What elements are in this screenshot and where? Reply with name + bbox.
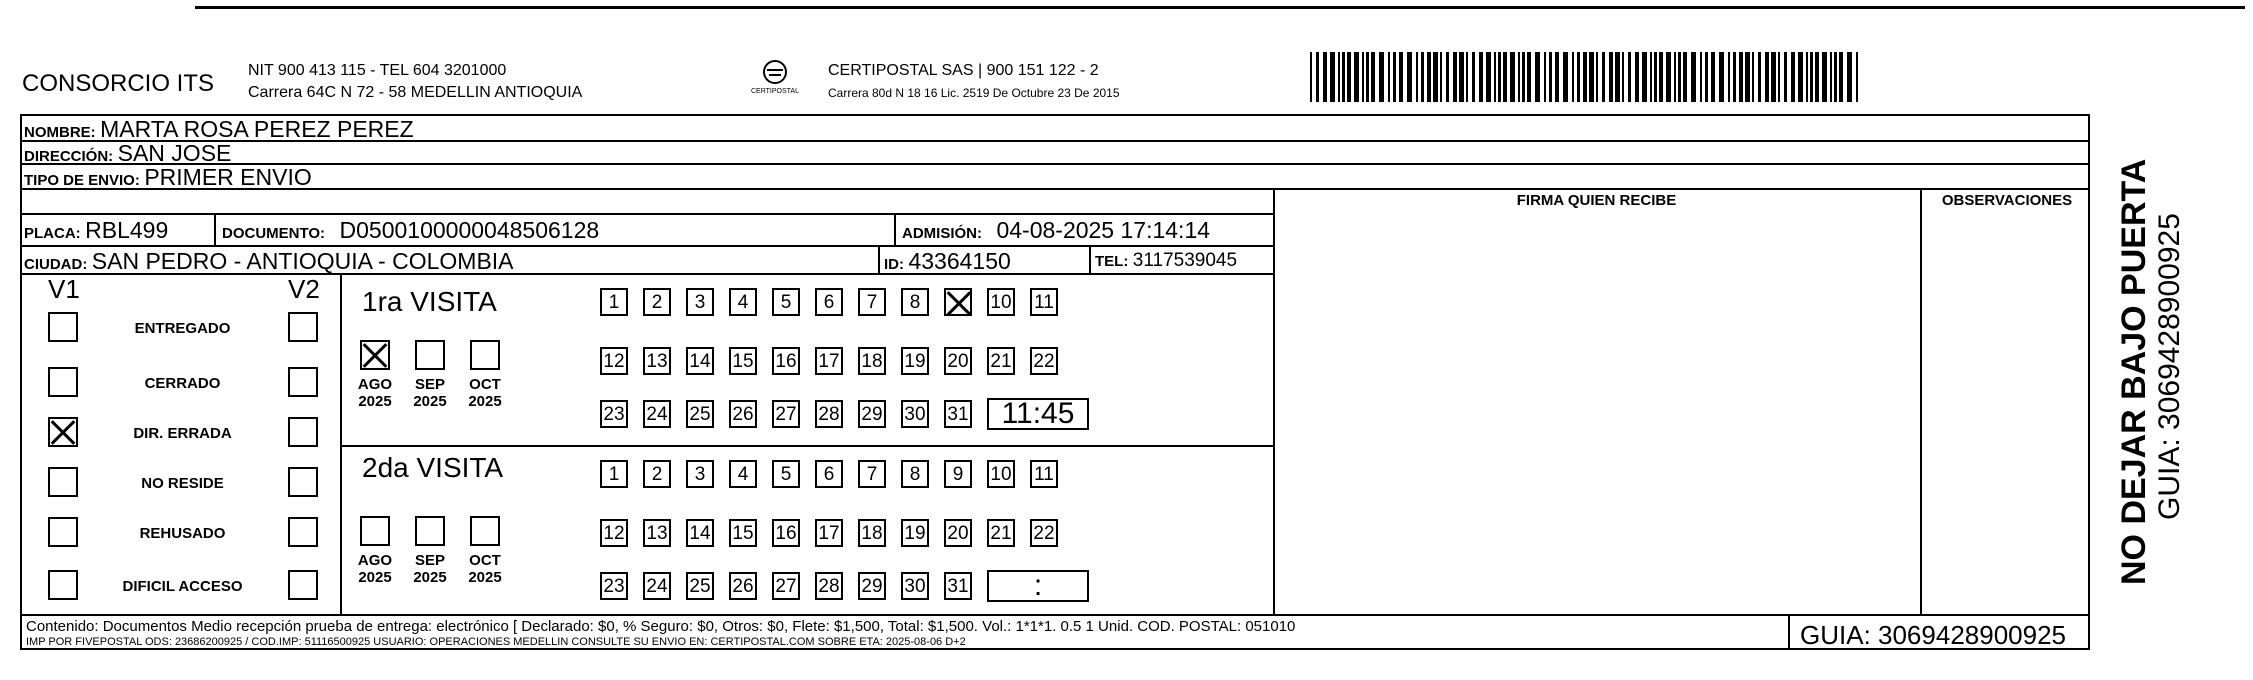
barcode-bar: [1728, 52, 1730, 102]
visit1-day-box[interactable]: 25: [686, 400, 714, 428]
visit1-day-box[interactable]: 17: [815, 347, 843, 375]
barcode-bar: [1784, 52, 1787, 102]
barcode-bar: [1527, 52, 1531, 102]
barcode-bar: [1806, 52, 1808, 102]
barcode-bar: [1316, 52, 1319, 102]
barcode-bar: [1615, 52, 1620, 102]
barcode-bar: [1453, 52, 1457, 102]
visit1-day-box[interactable]: 14: [686, 347, 714, 375]
barcode-bar: [1446, 52, 1449, 102]
rule: [340, 445, 1273, 447]
barcode-bar: [1347, 52, 1351, 102]
v2-status-checkbox[interactable]: [288, 312, 318, 342]
barcode-bar: [1379, 52, 1384, 102]
visit1-day-box[interactable]: 2: [643, 288, 671, 316]
tipo-value: PRIMER ENVIO: [144, 164, 312, 190]
visit1-time-box[interactable]: 11:45: [987, 398, 1089, 430]
barcode-bar: [1659, 52, 1663, 102]
v2-status-checkbox[interactable]: [288, 367, 318, 397]
barcode-bar: [1752, 52, 1754, 102]
barcode-bar: [1427, 52, 1431, 102]
visit2-month-label: AGO 2025: [357, 552, 393, 586]
barcode-bar: [1310, 52, 1312, 102]
barcode-bar: [1719, 52, 1724, 102]
visit2-day-box[interactable]: 31: [944, 572, 972, 600]
barcode-bar: [1522, 52, 1525, 102]
visit1-month-checkbox[interactable]: [360, 340, 390, 370]
visit1-day-box[interactable]: 7: [858, 288, 886, 316]
visit2-month-checkbox[interactable]: [470, 516, 500, 546]
barcode-bar: [1622, 52, 1624, 102]
visit1-day-box[interactable]: 23: [600, 400, 628, 428]
barcode-bar: [1466, 52, 1468, 102]
visit1-day-box[interactable]: 3: [686, 288, 714, 316]
visit2-day-box[interactable]: 11: [1030, 460, 1058, 488]
status-label: NO RESIDE: [141, 475, 224, 492]
visit1-day-box[interactable]: 20: [944, 347, 972, 375]
visit2-day-box[interactable]: 14: [686, 519, 714, 547]
v2-status-checkbox[interactable]: [288, 417, 318, 447]
status-label: ENTREGADO: [134, 320, 231, 337]
visit1-day-box[interactable]: 29: [858, 400, 886, 428]
visit2-day-box[interactable]: 1: [600, 460, 628, 488]
visit1-day-box[interactable]: 13: [643, 347, 671, 375]
barcode-bar: [1691, 52, 1696, 102]
visit2-day-box[interactable]: 24: [643, 572, 671, 600]
barcode-bar: [1498, 52, 1501, 102]
barcode-bar: [1847, 52, 1852, 102]
visit2-time-box[interactable]: :: [987, 570, 1089, 602]
logo-text: CERTIPOSTAL: [751, 88, 799, 95]
rule: [20, 614, 2090, 616]
visit2-title: 2da VISITA: [362, 452, 504, 483]
visit2-day-box[interactable]: 30: [901, 572, 929, 600]
visit2-day-box[interactable]: 25: [686, 572, 714, 600]
visit1-day-box[interactable]: 19: [901, 347, 929, 375]
footer-guia: GUIA: 3069428900925: [1800, 620, 2066, 650]
visit1-day-box[interactable]: 8: [901, 288, 929, 316]
visit1-day-box[interactable]: 21: [987, 347, 1015, 375]
barcode-bar: [1635, 52, 1639, 102]
visit1-day-box[interactable]: 1: [600, 288, 628, 316]
ciudad-label: CIUDAD:: [24, 256, 88, 273]
nit-line: NIT 900 413 115 - TEL 604 3201000: [248, 62, 507, 79]
id-row: [884, 248, 1011, 275]
v1-label: V1: [48, 274, 80, 304]
visit1-month-checkbox[interactable]: [470, 340, 500, 370]
visit2-day-box[interactable]: 10: [987, 460, 1015, 488]
barcode-bar: [1830, 52, 1832, 102]
barcode-bar: [1791, 52, 1795, 102]
id-value: 43364150: [908, 248, 1011, 274]
barcode-bar: [1572, 52, 1574, 102]
barcode-bar: [1393, 52, 1396, 102]
barcode-bar: [1362, 52, 1364, 102]
placa-value: RBL499: [85, 217, 169, 243]
v1-status-checkbox[interactable]: [48, 312, 78, 342]
placa-row: [24, 217, 168, 244]
barcode-bar: [1765, 52, 1769, 102]
divider: [214, 213, 216, 245]
visit1-month-label: AGO 2025: [357, 376, 393, 410]
barcode-bar: [1683, 52, 1687, 102]
v1-status-checkbox[interactable]: [48, 367, 78, 397]
barcode-bar: [1577, 52, 1580, 102]
barcode-bar: [1771, 52, 1776, 102]
divider: [1920, 188, 1922, 614]
admision-row: [902, 217, 1210, 244]
visit1-day-box[interactable]: 27: [772, 400, 800, 428]
rule: [20, 245, 1273, 247]
visit2-day-box[interactable]: 17: [815, 519, 843, 547]
visit1-month-label: SEP 2025: [413, 376, 447, 410]
documento-label: DOCUMENTO:: [222, 225, 326, 242]
divider: [878, 245, 880, 273]
barcode-bar: [1856, 52, 1858, 102]
barcode-bar: [1407, 52, 1412, 102]
status-label: DIFICIL ACCESO: [122, 578, 243, 595]
visit1-day-box[interactable]: 31: [944, 400, 972, 428]
v2-label: V2: [288, 274, 320, 304]
barcode-bar: [1815, 52, 1819, 102]
side-warning: NO DEJAR BAJO PUERTA: [2115, 158, 2153, 585]
visit2-day-box[interactable]: 26: [729, 572, 757, 600]
v2-status-checkbox[interactable]: [288, 467, 318, 497]
visit1-day-box[interactable]: 12: [600, 347, 628, 375]
barcode-bar: [1798, 52, 1803, 102]
barcode-bar: [1583, 52, 1587, 102]
barcode-bar: [1518, 52, 1520, 102]
barcode-bar: [1822, 52, 1827, 102]
barcode-bar: [1486, 52, 1491, 102]
visit1-day-box[interactable]: 30: [901, 400, 929, 428]
barcode-bar: [1666, 52, 1671, 102]
visit2-day-box[interactable]: 5: [772, 460, 800, 488]
status-label: CERRADO: [144, 375, 221, 392]
visit1-day-box[interactable]: 15: [729, 347, 757, 375]
barcode-bar: [1338, 52, 1340, 102]
barcode-bar: [1549, 52, 1552, 102]
barcode-bar: [1323, 52, 1327, 102]
v1-status-checkbox[interactable]: [48, 517, 78, 547]
barcode-bar: [1371, 52, 1375, 102]
visit2-day-box[interactable]: 27: [772, 572, 800, 600]
tel-value: 3117539045: [1132, 250, 1238, 271]
barcode-bar: [1421, 52, 1424, 102]
visit2-month-checkbox[interactable]: [415, 516, 445, 546]
direccion-row: [24, 140, 231, 167]
admision-label: ADMISIÓN:: [902, 225, 982, 242]
barcode-bar: [1388, 52, 1390, 102]
side-guia: GUIA: 3069428900925: [2153, 213, 2186, 520]
barcode-bar: [1555, 52, 1559, 102]
barcode-bar: [1433, 52, 1438, 102]
firma-label: FIRMA QUIEN RECIBE: [1516, 192, 1677, 209]
barcode-bar: [1650, 52, 1652, 102]
tipo-label: TIPO DE ENVIO:: [24, 172, 140, 189]
nombre-row: [24, 116, 414, 143]
visit2-month-label: OCT 2025: [468, 552, 502, 586]
visit2-day-box[interactable]: 13: [643, 519, 671, 547]
visit1-day-box[interactable]: 5: [772, 288, 800, 316]
visit2-day-box[interactable]: 21: [987, 519, 1015, 547]
barcode-bar: [1416, 52, 1418, 102]
visit1-day-box[interactable]: 10: [987, 288, 1015, 316]
visit2-day-box[interactable]: 20: [944, 519, 972, 547]
barcode-bar: [1733, 52, 1736, 102]
rule: [20, 188, 2090, 190]
visit2-day-box[interactable]: 9: [944, 460, 972, 488]
barcode-bar: [1342, 52, 1345, 102]
barcode-bar: [1459, 52, 1464, 102]
direccion-label: DIRECCIÓN:: [24, 148, 114, 165]
barcode-bar: [1589, 52, 1594, 102]
tipo-row: [24, 164, 312, 191]
divider: [340, 273, 342, 614]
rule: [20, 213, 1273, 215]
admision-value: 04-08-2025 17:14:14: [996, 217, 1211, 243]
v1-status-checkbox[interactable]: [48, 467, 78, 497]
divider: [894, 213, 896, 245]
barcode-bar: [1834, 52, 1837, 102]
footer-content-line: Contenido: Documentos Medio recepción prueba de entrega: electrónico [ Declarado: $0, % Seguro: $0, Otros: $0, Flete: $1,500, Total: $1,500. Vol.: 1*1*1. 0.5 1 Unid. COD. POSTAL: 051010: [26, 618, 1296, 635]
visit2-day-box[interactable]: 3: [686, 460, 714, 488]
v1-status-checkbox[interactable]: [48, 570, 78, 600]
visit2-day-box[interactable]: 29: [858, 572, 886, 600]
top-rule: [195, 6, 2245, 9]
barcode-bar: [1563, 52, 1568, 102]
observaciones-label: OBSERVACIONES: [1941, 192, 2073, 209]
divider: [1273, 188, 1275, 614]
visit1-day-box[interactable]: 6: [815, 288, 843, 316]
barcode-bar: [1503, 52, 1507, 102]
footer-imp-line: IMP POR FIVEPOSTAL ODS: 23686200925 / COD.IMP: 51116500925 USUARIO: OPERACIONES MEDELLIN CONSULTE SU ENVIO EN: CERTIPOSTAL.COM SOBRE ETA: 2025-08-06 D+2: [26, 636, 966, 648]
visit1-day-box[interactable]: 18: [858, 347, 886, 375]
documento-value: D0500100000048506128: [339, 217, 600, 243]
barcode-bar: [1705, 52, 1708, 102]
visit2-month-checkbox[interactable]: [360, 516, 390, 546]
visit2-day-box[interactable]: 6: [815, 460, 843, 488]
status-label: DIR. ERRADA: [133, 425, 232, 442]
visit1-day-box[interactable]: [944, 288, 972, 316]
visit2-day-box[interactable]: 12: [600, 519, 628, 547]
barcode-bar: [1354, 52, 1359, 102]
divider: [1788, 614, 1790, 650]
barcode-bar: [1778, 52, 1780, 102]
company-name: CONSORCIO ITS: [22, 70, 215, 97]
barcode-bar: [1479, 52, 1483, 102]
visit2-day-box[interactable]: 22: [1030, 519, 1058, 547]
visit2-day-box[interactable]: 28: [815, 572, 843, 600]
barcode-bar: [1654, 52, 1657, 102]
id-label: ID:: [884, 256, 904, 273]
rule: [20, 163, 2090, 165]
documento-row: [222, 217, 599, 244]
barcode-bar: [1810, 52, 1813, 102]
visit2-day-box[interactable]: 18: [858, 519, 886, 547]
barcode-bar: [1628, 52, 1631, 102]
barcode-bar: [1399, 52, 1403, 102]
v2-status-checkbox[interactable]: [288, 517, 318, 547]
barcode-bar: [1739, 52, 1743, 102]
barcode-bar: [1758, 52, 1761, 102]
v2-status-checkbox[interactable]: [288, 570, 318, 600]
barcode-bar: [1440, 52, 1442, 102]
barcode-bar: [1494, 52, 1496, 102]
v1-status-checkbox[interactable]: [48, 417, 78, 447]
visit1-month-label: OCT 2025: [468, 376, 502, 410]
barcode-bar: [1602, 52, 1605, 102]
visit1-day-box[interactable]: 22: [1030, 347, 1058, 375]
carrier-line: CERTIPOSTAL SAS | 900 151 122 - 2: [828, 62, 1099, 79]
visit1-day-box[interactable]: 26: [729, 400, 757, 428]
nombre-value: MARTA ROSA PEREZ PEREZ: [100, 116, 414, 142]
barcode-bar: [1678, 52, 1681, 102]
barcode-bar: [1472, 52, 1475, 102]
visit2-day-box[interactable]: 8: [901, 460, 929, 488]
visit1-day-box[interactable]: 28: [815, 400, 843, 428]
visit1-title: 1ra VISITA: [362, 286, 497, 317]
visit2-day-box[interactable]: 23: [600, 572, 628, 600]
visit1-month-checkbox[interactable]: [415, 340, 445, 370]
barcode-bar: [1711, 52, 1715, 102]
company-address: Carrera 64C N 72 - 58 MEDELLIN ANTIOQUIA: [248, 84, 583, 101]
visit1-day-box[interactable]: 24: [643, 400, 671, 428]
barcode-bar: [1535, 52, 1540, 102]
visit2-month-label: SEP 2025: [413, 552, 447, 586]
visit1-day-box[interactable]: 16: [772, 347, 800, 375]
divider: [1089, 245, 1091, 273]
visit2-day-box[interactable]: 16: [772, 519, 800, 547]
visit1-day-box[interactable]: 11: [1030, 288, 1058, 316]
license-line: Carrera 80d N 18 16 Lic. 2519 De Octubre 23 De 2015: [828, 86, 1120, 100]
barcode-bar: [1700, 52, 1702, 102]
status-label: REHUSADO: [139, 525, 226, 542]
nombre-label: NOMBRE:: [24, 124, 96, 141]
visit2-day-box[interactable]: 2: [643, 460, 671, 488]
barcode-bar: [1839, 52, 1843, 102]
placa-label: PLACA:: [24, 225, 81, 242]
barcode-bar: [1596, 52, 1598, 102]
ciudad-value: SAN PEDRO - ANTIOQUIA - COLOMBIA: [91, 248, 514, 274]
ciudad-row: [24, 248, 514, 275]
barcode-bar: [1510, 52, 1515, 102]
visit2-day-box[interactable]: 15: [729, 519, 757, 547]
visit2-day-box[interactable]: 19: [901, 519, 929, 547]
barcode-bar: [1642, 52, 1647, 102]
barcode-bar: [1745, 52, 1750, 102]
barcode-bar: [1544, 52, 1546, 102]
barcode: [1310, 52, 1865, 102]
barcode-bar: [1330, 52, 1335, 102]
tel-row: [1095, 250, 1237, 272]
visit2-day-box[interactable]: 4: [729, 460, 757, 488]
barcode-bar: [1674, 52, 1676, 102]
barcode-bar: [1366, 52, 1369, 102]
visit1-day-box[interactable]: 4: [729, 288, 757, 316]
direccion-value: SAN JOSE: [117, 140, 232, 166]
visit2-day-box[interactable]: 7: [858, 460, 886, 488]
certipostal-logo-icon: [745, 58, 805, 102]
tel-label: TEL:: [1095, 253, 1129, 270]
barcode-bar: [1609, 52, 1613, 102]
